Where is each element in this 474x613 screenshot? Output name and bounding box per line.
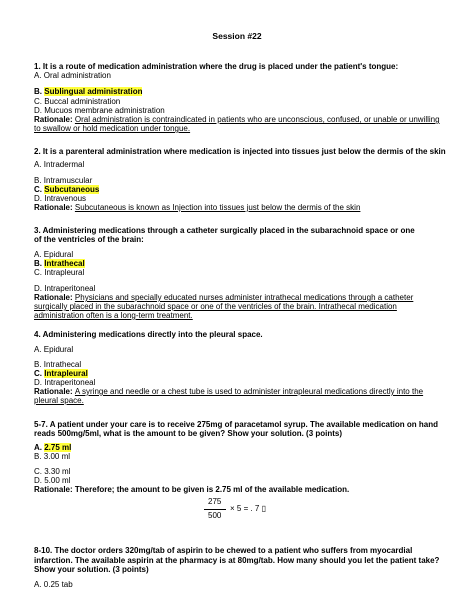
q4-rationale <box>34 387 423 397</box>
q57-option-a-prefix: A. <box>34 443 45 452</box>
q57-option-b: B. 3.00 ml <box>34 452 71 461</box>
q57-option-c: C. 3.30 ml <box>34 467 71 476</box>
q1-answer-highlight: Sublingual administration <box>44 87 143 96</box>
q810-question-3: Show your solution. (3 points) <box>34 565 149 574</box>
q4-rationale-text-2: pleural space. <box>34 396 84 405</box>
q2-option-b: B. Intramuscular <box>34 176 93 185</box>
q3-rationale-label: Rationale: <box>34 293 75 302</box>
q3-rationale-text: Physicians and specially educated nurses administer intrathecal medications through a catheter <box>74 293 414 302</box>
q2-answer-highlight: Subcutaneous <box>44 185 100 194</box>
q1-option-b <box>34 87 142 97</box>
q810-question-2: infarction. The available aspirin at the pharmacy is at 80mg/tab. How many should you let the patient take? <box>34 556 440 565</box>
q57-rationale-text: Therefore; the amount to be given is 2.75 ml of the available medication. <box>74 485 350 494</box>
q3-question-2: of the ventricles of the brain: <box>34 235 144 244</box>
q1-option-b-prefix: B. <box>34 87 45 96</box>
q57-option-d: D. 5.00 ml <box>34 476 71 485</box>
q2-rationale <box>34 203 360 213</box>
formula-denominator: 500 <box>208 511 222 520</box>
formula-numerator: 275 <box>208 497 222 506</box>
q57-answer-highlight: 2.75 ml <box>44 443 72 452</box>
q2-rationale-text: Subcutaneous is known as Injection into tissues just below the dermis of the skin <box>74 203 361 212</box>
q2-option-d: D. Intravenous <box>34 194 87 203</box>
q4-option-c-prefix: C. <box>34 369 45 378</box>
q3-rationale-text-3: administration often is a long-term treatment. <box>34 311 193 320</box>
q3-question-1: 3. Administering medications through a catheter surgically placed in the subarachnoid space or one <box>34 226 415 235</box>
session-title: Session #22 <box>212 31 262 41</box>
q57-rationale-label: Rationale: <box>34 485 75 494</box>
q2-option-c-prefix: C. <box>34 185 45 194</box>
q4-option-a: A. Epidural <box>34 345 74 354</box>
q810-option-a: A. 0.25 tab <box>34 580 73 589</box>
formula-rest: × 5 = . 7 ▯ <box>230 504 266 513</box>
q4-answer-highlight: Intrapleural <box>44 369 88 378</box>
q4-question: 4. Administering medications directly into the pleural space. <box>34 330 263 339</box>
q3-answer-highlight: Intrathecal <box>44 259 85 268</box>
q57-question-2: reads 500mg/5ml, what is the amount to be given? Show your solution. (3 points) <box>34 429 343 438</box>
q3-option-b-prefix: B. <box>34 259 45 268</box>
q57-rationale <box>34 485 349 495</box>
q3-rationale-text-2: surgically placed in the subarachnoid space or one of the ventricles of the brain. Intrathecal medication <box>34 302 397 311</box>
q1-option-c: C. Buccal administration <box>34 97 121 106</box>
q1-rationale-text: Oral administration is contraindicated in patients who are unconscious, confused, or unable or unwilling <box>74 115 440 124</box>
q1-question: 1. It is a route of medication administration where the drug is placed under the patient's tongue: <box>34 62 399 71</box>
q3-option-a: A. Epidural <box>34 250 74 259</box>
q4-option-b: B. Intrathecal <box>34 360 82 369</box>
q4-rationale-label: Rationale: <box>34 387 75 396</box>
q810-question-1: 8-10. The doctor orders 320mg/tab of aspirin to be chewed to a patient who suffers from myocardial <box>34 546 413 555</box>
q2-question: 2. It is a parenteral administration where medication is injected into tissues just below the dermis of the skin <box>34 147 446 156</box>
q4-rationale-text: A syringe and needle or a chest tube is used to administer intrapleural medications directly into the <box>74 387 424 396</box>
q1-option-a: A. Oral administration <box>34 71 111 80</box>
formula-fraction-bar <box>204 509 226 510</box>
q3-option-c: C. Intrapleural <box>34 268 85 277</box>
q1-rationale-label: Rationale: <box>34 115 75 124</box>
q3-option-d: D. Intraperitoneal <box>34 284 96 293</box>
q4-option-d: D. Intraperitoneal <box>34 378 96 387</box>
q2-rationale-label: Rationale: <box>34 203 75 212</box>
q1-option-d: D. Mucuos membrane administration <box>34 106 165 115</box>
q2-option-a: A. Intradermal <box>34 160 85 169</box>
q1-rationale-text-2: to swallow or hold medication under tongue. <box>34 124 191 133</box>
q57-question-1: 5-7. A patient under your care is to receive 275mg of paracetamol syrup. The available medication on hand <box>34 420 438 429</box>
